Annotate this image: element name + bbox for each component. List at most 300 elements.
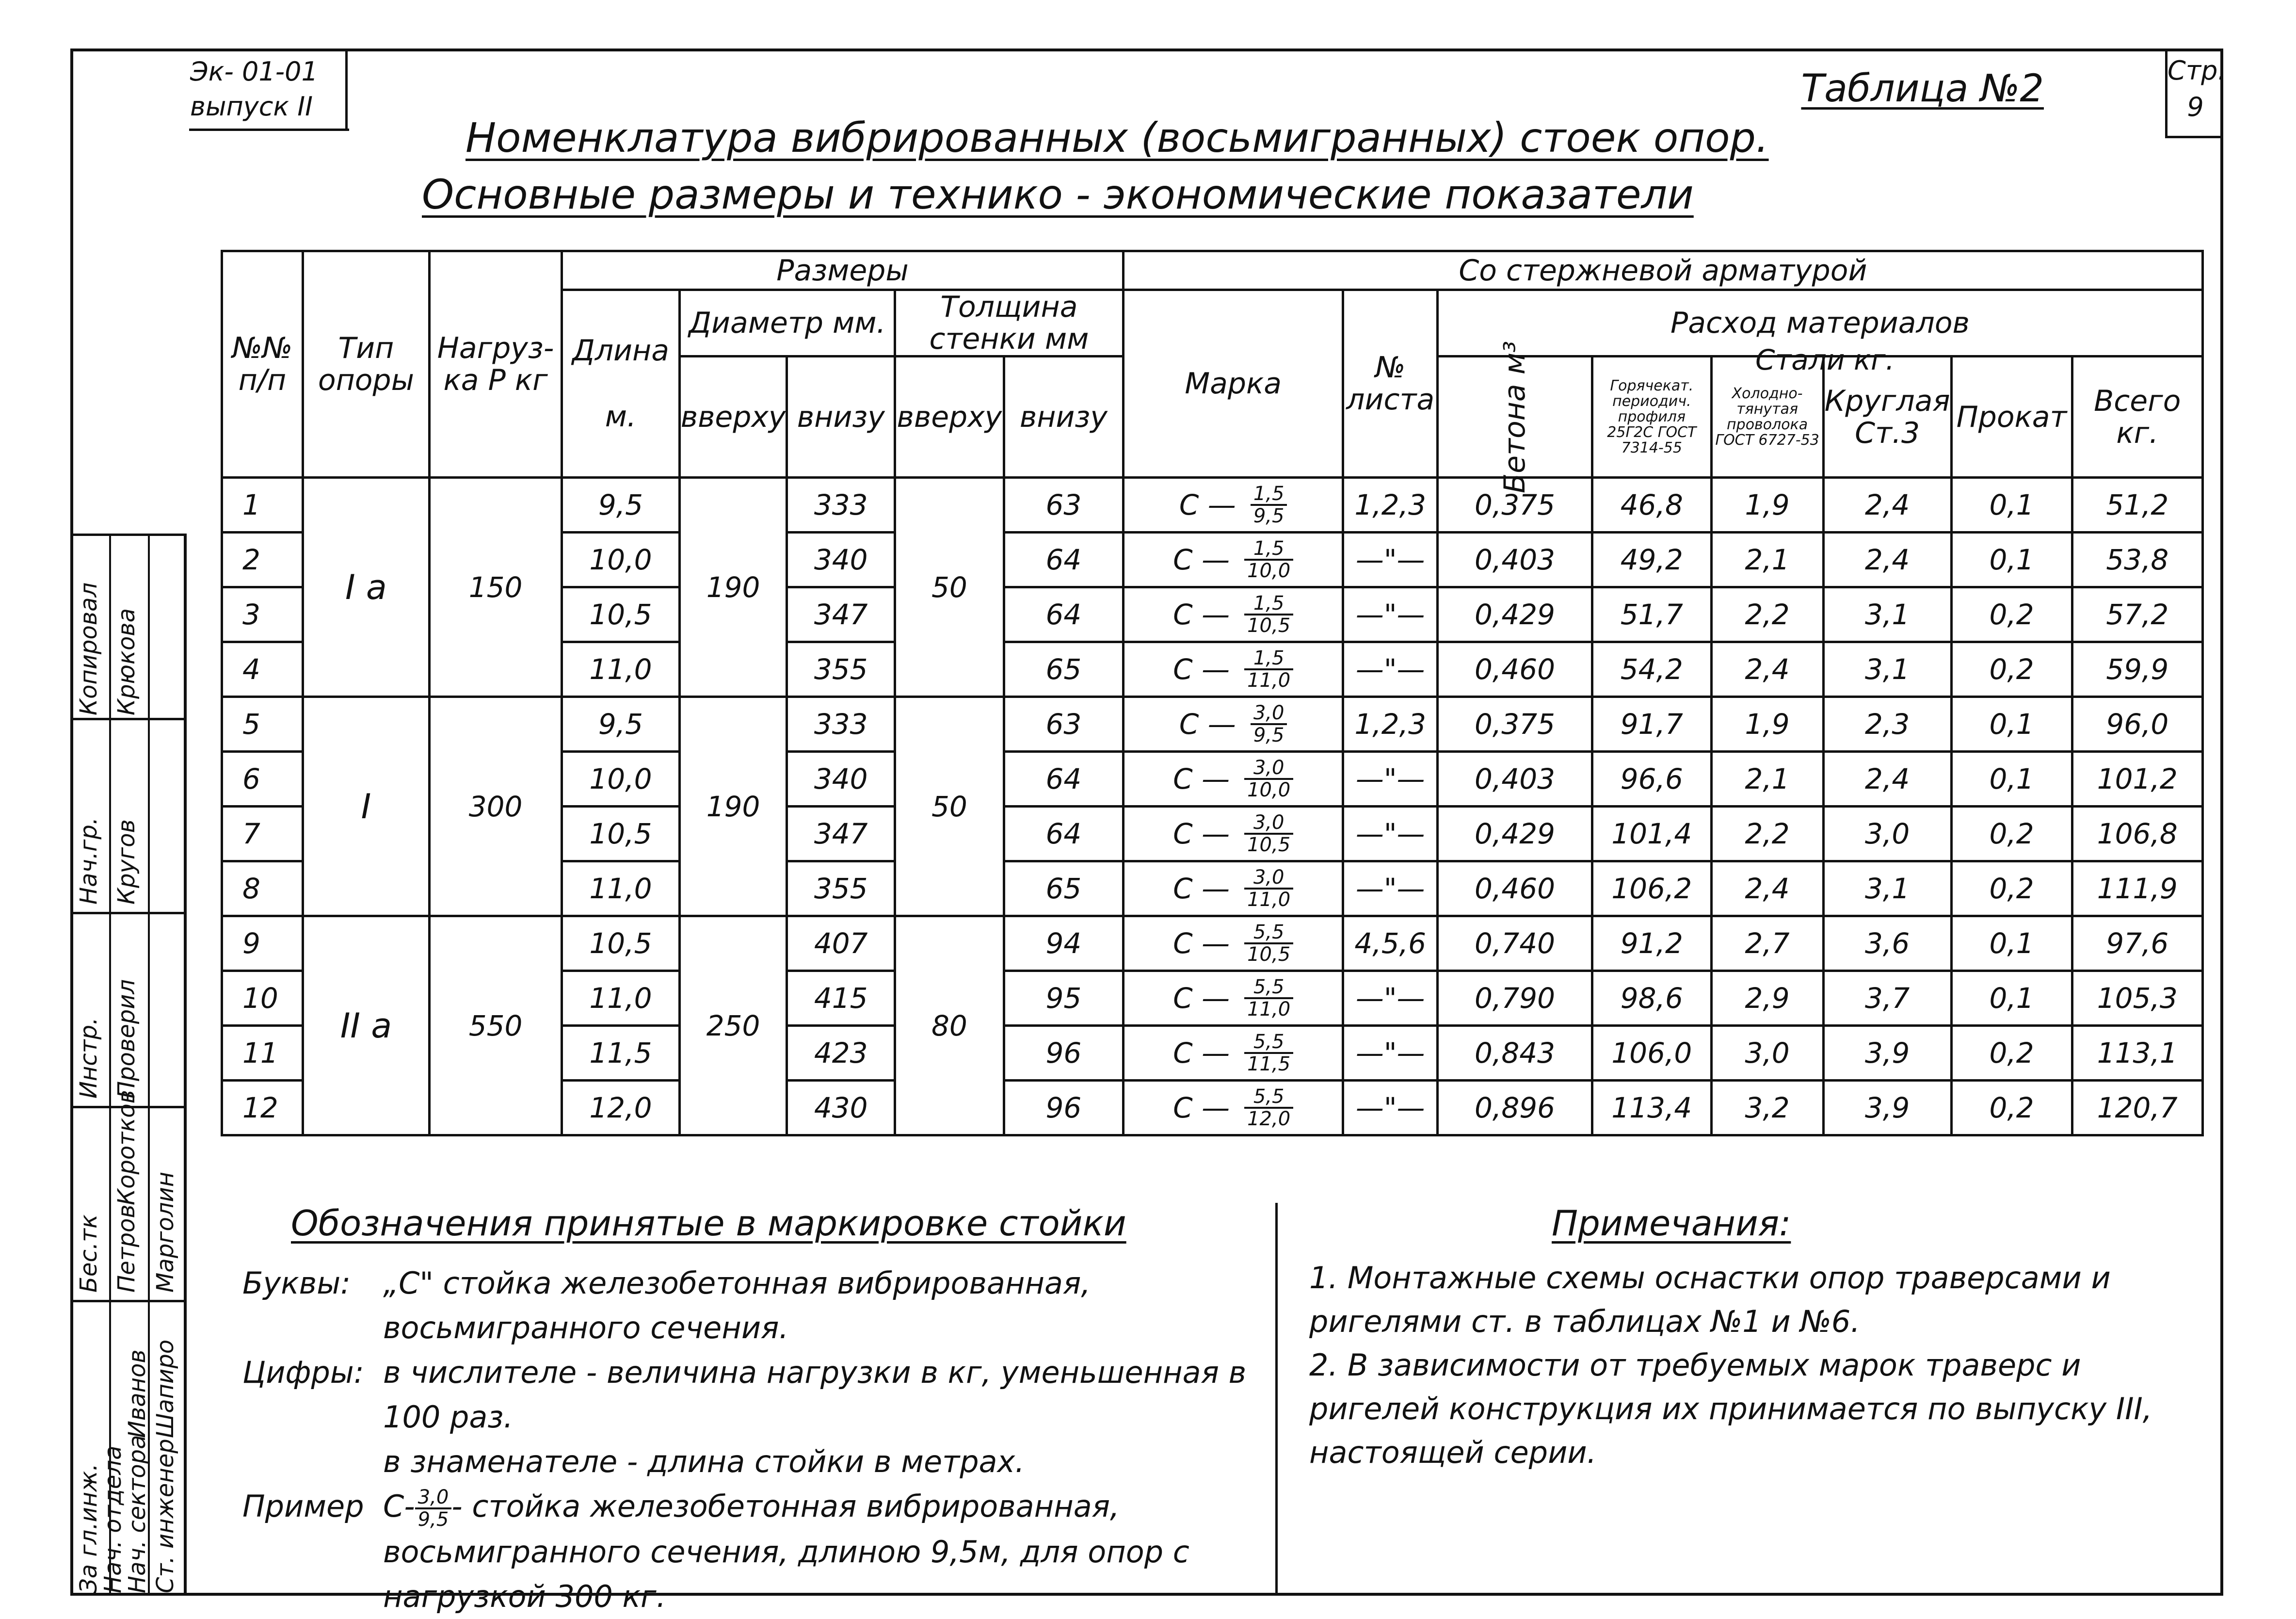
mark-numerator: 5,5 bbox=[1244, 922, 1293, 944]
length: 10,5 bbox=[562, 807, 680, 861]
strip-name-8: Кругов bbox=[113, 819, 140, 905]
hot-rolled-steel: 113,4 bbox=[1592, 1081, 1711, 1135]
mark bbox=[1173, 648, 1293, 691]
hot-rolled-steel: 91,2 bbox=[1592, 916, 1711, 971]
mark-numerator: 3,0 bbox=[1251, 703, 1287, 725]
col-sizes: Размеры bbox=[562, 251, 1124, 290]
sheet-number: —"— bbox=[1343, 587, 1438, 642]
pole-load: 300 bbox=[430, 697, 562, 916]
wall-bottom: 94 bbox=[1004, 916, 1123, 971]
mark-fraction bbox=[1244, 1032, 1293, 1074]
mark-denominator: 10,5 bbox=[1247, 943, 1291, 966]
length: 10,5 bbox=[562, 587, 680, 642]
hot-rolled-steel: 98,6 bbox=[1592, 971, 1711, 1026]
pole-type: I а bbox=[303, 478, 429, 697]
mark bbox=[1173, 922, 1293, 965]
concrete-volume: 0,460 bbox=[1437, 861, 1592, 916]
round-steel: 2,4 bbox=[1823, 752, 1951, 807]
length: 9,5 bbox=[562, 697, 680, 752]
length: 10,0 bbox=[562, 533, 680, 587]
col-hot-rolled: Горячекат. периодич. профиля 25Г2С ГОСТ 7314-55 bbox=[1592, 356, 1711, 478]
mark-numerator: 3,0 bbox=[1244, 758, 1293, 780]
strip-block bbox=[70, 1090, 187, 1300]
col-cold-drawn: Холодно-тянутая проволока ГОСТ 6727-53 bbox=[1711, 356, 1823, 478]
col-diam-top: вверху bbox=[679, 356, 787, 478]
cold-drawn-wire: 3,0 bbox=[1711, 1026, 1823, 1081]
note-2: 2. В зависимости от требуемых марок траверс и ригелей конструкция их принимается по выпуску III, настоящей серии. bbox=[1309, 1347, 2152, 1470]
strip-name-9: Крюкова bbox=[113, 608, 140, 715]
cold-drawn-wire: 2,1 bbox=[1711, 752, 1823, 807]
col-rebar: Со стержневой арматурой bbox=[1123, 251, 2202, 290]
col-consumption: Расход материалов bbox=[1437, 290, 2202, 356]
pole-type: II а bbox=[303, 916, 429, 1135]
diameter-bottom: 355 bbox=[787, 642, 895, 697]
round-steel: 3,1 bbox=[1823, 642, 1951, 697]
mark-prefix: С — bbox=[1173, 927, 1230, 960]
cold-drawn-wire: 1,9 bbox=[1711, 478, 1823, 533]
hot-rolled-steel: 106,2 bbox=[1592, 861, 1711, 916]
strip-name-1: Иванов bbox=[124, 1349, 151, 1438]
cold-drawn-wire: 2,2 bbox=[1711, 587, 1823, 642]
diameter-top: 190 bbox=[679, 478, 787, 697]
legend-digits-text-2: в знаменателе - длина стойки в метрах. bbox=[383, 1444, 1025, 1479]
concrete-volume: 0,740 bbox=[1437, 916, 1592, 971]
strip-block bbox=[70, 534, 187, 718]
mark-cell bbox=[1123, 752, 1343, 807]
pole-type: I bbox=[303, 697, 429, 916]
col-length bbox=[562, 290, 680, 478]
col-length-unit: м. bbox=[605, 400, 637, 434]
table-row bbox=[222, 697, 2203, 752]
sheet-number: —"— bbox=[1343, 533, 1438, 587]
row-number: 5 bbox=[222, 697, 303, 752]
length: 11,5 bbox=[562, 1026, 680, 1081]
strip-role-0: За гл.инж. bbox=[75, 1463, 102, 1593]
legend-example-text-wrap bbox=[383, 1484, 1261, 1619]
length: 12,0 bbox=[562, 1081, 680, 1135]
strip-role-3: Ст. инженер bbox=[152, 1439, 179, 1593]
mark bbox=[1173, 538, 1293, 581]
concrete-volume: 0,429 bbox=[1437, 807, 1592, 861]
sheet-number: —"— bbox=[1343, 752, 1438, 807]
wall-bottom: 64 bbox=[1004, 752, 1123, 807]
rolled-steel: 0,2 bbox=[1951, 1026, 2072, 1081]
mark-fraction bbox=[1251, 703, 1287, 745]
col-total: Всего кг. bbox=[2072, 356, 2202, 478]
steel-subheader: Стали кг. bbox=[1755, 343, 1895, 376]
col-prokat: Прокат bbox=[1951, 356, 2072, 478]
notes bbox=[1309, 1256, 2182, 1474]
rolled-steel: 0,2 bbox=[1951, 807, 2072, 861]
mark-prefix: С — bbox=[1179, 488, 1236, 521]
wall-bottom: 63 bbox=[1004, 478, 1123, 533]
col-mark: Марка bbox=[1123, 290, 1343, 478]
concrete-volume: 0,896 bbox=[1437, 1081, 1592, 1135]
example-denominator: 9,5 bbox=[417, 1508, 449, 1531]
diameter-bottom: 347 bbox=[787, 807, 895, 861]
length: 9,5 bbox=[562, 478, 680, 533]
strip-role-1: Нач. отдела bbox=[99, 1445, 127, 1593]
length: 11,0 bbox=[562, 642, 680, 697]
mark-prefix: С — bbox=[1173, 1091, 1230, 1124]
total-steel: 57,2 bbox=[2072, 587, 2202, 642]
mark bbox=[1173, 758, 1293, 800]
table-row bbox=[222, 478, 2203, 533]
legend-letters-text: „С" стойка железобетонная вибрированная, восьмигранного сечения. bbox=[383, 1265, 1091, 1345]
page-box bbox=[2165, 49, 2226, 138]
col-load: Нагруз-ка P кг bbox=[430, 251, 562, 478]
col-concrete-label: Бетона м³ bbox=[1498, 340, 1532, 493]
mark-cell bbox=[1123, 587, 1343, 642]
round-steel: 2,4 bbox=[1823, 478, 1951, 533]
legend-digits-label: Цифры: bbox=[242, 1355, 364, 1390]
row-number: 2 bbox=[222, 533, 303, 587]
diameter-top: 190 bbox=[679, 697, 787, 916]
document-title: Номенклатура вибрированных (восьмигранных) стоек опор. bbox=[466, 114, 1769, 162]
concrete-volume: 0,403 bbox=[1437, 752, 1592, 807]
mark-numerator: 3,0 bbox=[1244, 867, 1293, 890]
wall-bottom: 64 bbox=[1004, 587, 1123, 642]
sheet-number: —"— bbox=[1343, 971, 1438, 1026]
sheet-number: —"— bbox=[1343, 1081, 1438, 1135]
legend-digits bbox=[242, 1350, 1261, 1440]
rolled-steel: 0,1 bbox=[1951, 752, 2072, 807]
diameter-bottom: 355 bbox=[787, 861, 895, 916]
mark-cell bbox=[1123, 807, 1343, 861]
sheet-number: —"— bbox=[1343, 861, 1438, 916]
strip-name-4: Петров bbox=[113, 1204, 140, 1293]
mark-numerator: 1,5 bbox=[1244, 538, 1293, 561]
total-steel: 59,9 bbox=[2072, 642, 2202, 697]
rolled-steel: 0,1 bbox=[1951, 478, 2072, 533]
diameter-bottom: 333 bbox=[787, 478, 895, 533]
row-number: 4 bbox=[222, 642, 303, 697]
mark-denominator: 12,0 bbox=[1247, 1108, 1291, 1130]
mark-cell bbox=[1123, 1081, 1343, 1135]
mark-fraction bbox=[1244, 648, 1293, 691]
total-steel: 96,0 bbox=[2072, 697, 2202, 752]
mark-cell bbox=[1123, 971, 1343, 1026]
wall-bottom: 65 bbox=[1004, 861, 1123, 916]
round-steel: 3,7 bbox=[1823, 971, 1951, 1026]
document-subtitle: Основные размеры и технико - экономические показатели bbox=[422, 171, 1694, 218]
mark-cell bbox=[1123, 1026, 1343, 1081]
pole-load: 550 bbox=[430, 916, 562, 1135]
total-steel: 111,9 bbox=[2072, 861, 2202, 916]
series-stamp bbox=[190, 54, 318, 124]
col-wall-bottom: внизу bbox=[1004, 356, 1123, 478]
cold-drawn-wire: 2,9 bbox=[1711, 971, 1823, 1026]
mark-prefix: С — bbox=[1179, 708, 1236, 741]
mark-fraction bbox=[1251, 484, 1287, 526]
mark-numerator: 5,5 bbox=[1244, 977, 1293, 999]
length: 11,0 bbox=[562, 861, 680, 916]
diameter-bottom: 333 bbox=[787, 697, 895, 752]
diameter-bottom: 407 bbox=[787, 916, 895, 971]
pole-load: 150 bbox=[430, 478, 562, 697]
length: 10,5 bbox=[562, 916, 680, 971]
diameter-bottom: 340 bbox=[787, 533, 895, 587]
row-number: 12 bbox=[222, 1081, 303, 1135]
legend-letters bbox=[242, 1261, 1261, 1350]
mark-cell bbox=[1123, 478, 1343, 533]
legend-title: Обозначения принятые в маркировке стойки bbox=[291, 1203, 1126, 1244]
stamp-divider-vertical bbox=[345, 49, 348, 131]
round-steel: 3,0 bbox=[1823, 807, 1951, 861]
mark-prefix: С — bbox=[1173, 817, 1230, 850]
mark-numerator: 3,0 bbox=[1244, 812, 1293, 835]
length: 10,0 bbox=[562, 752, 680, 807]
mark-prefix: С — bbox=[1173, 653, 1230, 686]
signature-strip bbox=[70, 534, 187, 1596]
strip-block bbox=[70, 718, 187, 912]
mark-fraction bbox=[1244, 758, 1293, 800]
strip-role-2: Нач. сектора bbox=[124, 1435, 151, 1593]
mark-prefix: С — bbox=[1173, 872, 1230, 905]
mark-fraction bbox=[1244, 812, 1293, 855]
rolled-steel: 0,2 bbox=[1951, 861, 2072, 916]
total-steel: 53,8 bbox=[2072, 533, 2202, 587]
hot-rolled-steel: 96,6 bbox=[1592, 752, 1711, 807]
total-steel: 105,3 bbox=[2072, 971, 2202, 1026]
strip-name-5: Коротков bbox=[113, 1090, 140, 1205]
stamp-divider bbox=[189, 129, 349, 131]
mark-denominator: 10,0 bbox=[1247, 560, 1291, 582]
col-type: Тип опоры bbox=[303, 251, 429, 478]
total-steel: 97,6 bbox=[2072, 916, 2202, 971]
round-steel: 2,4 bbox=[1823, 533, 1951, 587]
col-sheet: № листа bbox=[1343, 290, 1438, 478]
cold-drawn-wire: 2,4 bbox=[1711, 642, 1823, 697]
total-steel: 120,7 bbox=[2072, 1081, 2202, 1135]
row-number: 3 bbox=[222, 587, 303, 642]
cold-drawn-wire: 2,7 bbox=[1711, 916, 1823, 971]
concrete-volume: 0,843 bbox=[1437, 1026, 1592, 1081]
cold-drawn-wire: 2,1 bbox=[1711, 533, 1823, 587]
mark bbox=[1173, 977, 1293, 1020]
sheet-number: 4,5,6 bbox=[1343, 916, 1438, 971]
col-nn: №№ п/п bbox=[222, 251, 303, 478]
mark-cell bbox=[1123, 861, 1343, 916]
strip-block bbox=[70, 1300, 187, 1596]
rolled-steel: 0,1 bbox=[1951, 916, 2072, 971]
legend-example-label: Пример bbox=[242, 1489, 364, 1524]
mark-prefix: С — bbox=[1173, 982, 1230, 1015]
concrete-volume: 0,460 bbox=[1437, 642, 1592, 697]
round-steel: 3,1 bbox=[1823, 587, 1951, 642]
concrete-volume: 0,375 bbox=[1437, 478, 1592, 533]
wall-top: 50 bbox=[895, 697, 1004, 916]
mark-denominator: 11,5 bbox=[1247, 1053, 1291, 1075]
cold-drawn-wire: 2,4 bbox=[1711, 861, 1823, 916]
mark-denominator: 11,0 bbox=[1247, 669, 1291, 692]
example-prefix: С- bbox=[383, 1489, 415, 1524]
mark-fraction bbox=[1244, 593, 1293, 636]
wall-bottom: 64 bbox=[1004, 807, 1123, 861]
legend-letters-label: Буквы: bbox=[242, 1265, 351, 1301]
rolled-steel: 0,2 bbox=[1951, 642, 2072, 697]
diameter-bottom: 340 bbox=[787, 752, 895, 807]
mark bbox=[1173, 1086, 1293, 1129]
col-diameter: Диаметр мм. bbox=[679, 290, 895, 356]
note-1: 1. Монтажные схемы оснастки опор траверсами и ригелями ст. в таблицах №1 и №6. bbox=[1309, 1260, 2111, 1339]
col-concrete bbox=[1437, 340, 1592, 493]
round-steel: 3,6 bbox=[1823, 916, 1951, 971]
mark-denominator: 9,5 bbox=[1253, 724, 1284, 746]
legend-example bbox=[242, 1484, 1261, 1619]
rolled-steel: 0,1 bbox=[1951, 697, 2072, 752]
strip-name-7: Проверил bbox=[113, 979, 140, 1099]
mark-fraction bbox=[1244, 977, 1293, 1020]
hot-rolled-steel: 101,4 bbox=[1592, 807, 1711, 861]
mark-cell bbox=[1123, 697, 1343, 752]
sheet-number: —"— bbox=[1343, 1026, 1438, 1081]
total-steel: 113,1 bbox=[2072, 1026, 2202, 1081]
mark-denominator: 10,0 bbox=[1247, 779, 1291, 801]
series-code: Эк- 01-01 bbox=[190, 56, 318, 87]
mark-cell bbox=[1123, 916, 1343, 971]
diameter-bottom: 347 bbox=[787, 587, 895, 642]
mark-denominator: 11,0 bbox=[1247, 998, 1291, 1020]
row-number: 11 bbox=[222, 1026, 303, 1081]
col-diam-bottom: внизу bbox=[787, 356, 895, 478]
wall-top: 80 bbox=[895, 916, 1004, 1135]
row-number: 1 bbox=[222, 478, 303, 533]
total-steel: 51,2 bbox=[2072, 478, 2202, 533]
mark-fraction bbox=[1244, 867, 1293, 910]
hot-rolled-steel: 51,7 bbox=[1592, 587, 1711, 642]
diameter-bottom: 430 bbox=[787, 1081, 895, 1135]
strip-name-6: Марголин bbox=[152, 1171, 179, 1293]
diameter-top: 250 bbox=[679, 916, 787, 1135]
mark-prefix: С — bbox=[1173, 1036, 1230, 1069]
hot-rolled-steel: 106,0 bbox=[1592, 1026, 1711, 1081]
mark bbox=[1173, 812, 1293, 855]
rolled-steel: 0,1 bbox=[1951, 533, 2072, 587]
round-steel: 3,9 bbox=[1823, 1026, 1951, 1081]
legend-digits-text: в числителе - величина нагрузки в кг, уменьшенная в 100 раз. bbox=[383, 1355, 1247, 1435]
mark-prefix: С — bbox=[1173, 598, 1230, 631]
mark-cell bbox=[1123, 533, 1343, 587]
rolled-steel: 0,1 bbox=[1951, 971, 2072, 1026]
mark bbox=[1173, 867, 1293, 910]
nomenclature-table bbox=[221, 250, 2204, 1136]
total-steel: 106,8 bbox=[2072, 807, 2202, 861]
mark-prefix: С — bbox=[1173, 762, 1230, 795]
mark-denominator: 11,0 bbox=[1247, 889, 1291, 911]
wall-bottom: 96 bbox=[1004, 1026, 1123, 1081]
rolled-steel: 0,2 bbox=[1951, 1081, 2072, 1135]
mark-numerator: 1,5 bbox=[1251, 484, 1287, 506]
mark-numerator: 5,5 bbox=[1244, 1086, 1293, 1109]
wall-bottom: 63 bbox=[1004, 697, 1123, 752]
hot-rolled-steel: 46,8 bbox=[1592, 478, 1711, 533]
sheet-number: —"— bbox=[1343, 807, 1438, 861]
row-number: 7 bbox=[222, 807, 303, 861]
mark-denominator: 9,5 bbox=[1253, 505, 1284, 527]
wall-bottom: 95 bbox=[1004, 971, 1123, 1026]
total-steel: 101,2 bbox=[2072, 752, 2202, 807]
strip-block bbox=[70, 912, 187, 1106]
concrete-volume: 0,790 bbox=[1437, 971, 1592, 1026]
row-number: 8 bbox=[222, 861, 303, 916]
strip-role-8: Нач.гр. bbox=[75, 817, 102, 905]
legend-spacer bbox=[242, 1440, 383, 1484]
length: 11,0 bbox=[562, 971, 680, 1026]
notes-title: Примечания: bbox=[1552, 1203, 1791, 1244]
col-wall: Толщина стенки мм bbox=[895, 290, 1124, 356]
mark-numerator: 1,5 bbox=[1244, 593, 1293, 615]
example-fraction bbox=[415, 1487, 452, 1530]
col-round: Круглая Ст.3 bbox=[1823, 356, 1951, 478]
sheet-number: 1,2,3 bbox=[1343, 697, 1438, 752]
mark-prefix: С — bbox=[1173, 543, 1230, 576]
cold-drawn-wire: 1,9 bbox=[1711, 697, 1823, 752]
concrete-volume: 0,429 bbox=[1437, 587, 1592, 642]
diameter-bottom: 415 bbox=[787, 971, 895, 1026]
example-numerator: 3,0 bbox=[415, 1487, 452, 1509]
strip-role-9: Копировал bbox=[75, 582, 102, 715]
mark-cell bbox=[1123, 642, 1343, 697]
strip-role-7: Инстр. bbox=[75, 1017, 102, 1099]
mark-numerator: 5,5 bbox=[1244, 1032, 1293, 1054]
hot-rolled-steel: 91,7 bbox=[1592, 697, 1711, 752]
col-wall-top: вверху bbox=[895, 356, 1004, 478]
round-steel: 3,9 bbox=[1823, 1081, 1951, 1135]
hot-rolled-steel: 49,2 bbox=[1592, 533, 1711, 587]
mark-fraction bbox=[1244, 1086, 1293, 1129]
table-number: Таблица №2 bbox=[1801, 67, 2044, 111]
col-length-label: Длина bbox=[572, 334, 670, 368]
row-number: 9 bbox=[222, 916, 303, 971]
wall-bottom: 65 bbox=[1004, 642, 1123, 697]
strip-role-4: Бес.тк bbox=[75, 1214, 102, 1293]
cold-drawn-wire: 3,2 bbox=[1711, 1081, 1823, 1135]
legend bbox=[242, 1261, 1261, 1619]
mark bbox=[1173, 1032, 1293, 1074]
mark-fraction bbox=[1244, 538, 1293, 581]
wall-bottom: 96 bbox=[1004, 1081, 1123, 1135]
series-issue: выпуск II bbox=[190, 91, 313, 122]
diameter-bottom: 423 bbox=[787, 1026, 895, 1081]
mark-fraction bbox=[1244, 922, 1293, 965]
sheet-number: 1,2,3 bbox=[1343, 478, 1438, 533]
page-label: Стр. bbox=[2168, 55, 2226, 86]
row-number: 10 bbox=[222, 971, 303, 1026]
concrete-volume: 0,375 bbox=[1437, 697, 1592, 752]
rolled-steel: 0,2 bbox=[1951, 587, 2072, 642]
row-number: 6 bbox=[222, 752, 303, 807]
round-steel: 3,1 bbox=[1823, 861, 1951, 916]
example-text: - стойка железобетонная вибрированная, восьмигранного сечения, длиною 9,5м, для опор с нагрузкой 300 кг. bbox=[383, 1489, 1189, 1614]
legend-digits-2 bbox=[242, 1440, 1261, 1484]
mark bbox=[1179, 703, 1287, 745]
mark-numerator: 1,5 bbox=[1244, 648, 1293, 670]
round-steel: 2,3 bbox=[1823, 697, 1951, 752]
wall-top: 50 bbox=[895, 478, 1004, 697]
cold-drawn-wire: 2,2 bbox=[1711, 807, 1823, 861]
mark-denominator: 10,5 bbox=[1247, 834, 1291, 856]
page-number: 9 bbox=[2187, 92, 2204, 122]
table-row bbox=[222, 916, 2203, 971]
wall-bottom: 64 bbox=[1004, 533, 1123, 587]
mark bbox=[1179, 484, 1287, 526]
mark-denominator: 10,5 bbox=[1247, 615, 1291, 637]
hot-rolled-steel: 54,2 bbox=[1592, 642, 1711, 697]
mark bbox=[1173, 593, 1293, 636]
concrete-volume: 0,403 bbox=[1437, 533, 1592, 587]
sheet-number: —"— bbox=[1343, 642, 1438, 697]
